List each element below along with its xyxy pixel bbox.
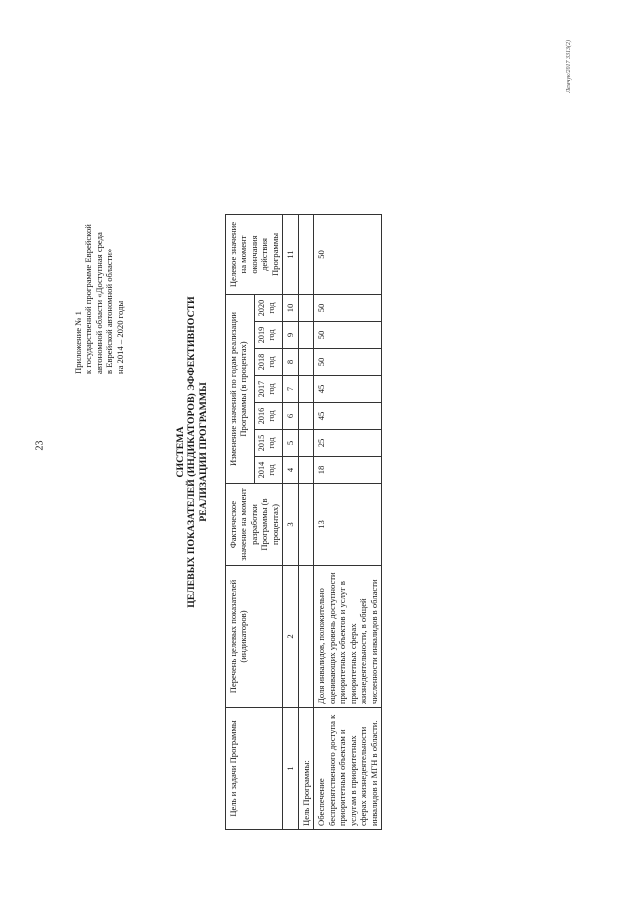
header-year: 2017 год [255,376,283,403]
title-line: ЦЕЛЕВЫХ ПОКАЗАТЕЛЕЙ (ИНДИКАТОРОВ) ЭФФЕКТИВНОСТИ [186,296,198,608]
appendix-line: в Еврейской автономной области» [104,248,115,374]
column-number: 7 [283,376,298,403]
indicator-cell: Доля инвалидов, положительно оценивающих уровень доступности приоритетных объектов и услуг в приоритетных сферах жизнедеятельности, в общей численности инвалидов в области [314,566,382,708]
year-value-cell: 45 [314,403,382,430]
header-year: 2018 год [255,349,283,376]
empty-cell [298,376,313,403]
title-line: РЕАЛИЗАЦИИ ПРОГРАММЫ [197,382,209,522]
header-yearly-changes: Изменение значений по годам реализации Программы (в процентах) [226,295,255,484]
empty-cell [298,566,313,708]
header-year: 2020 год [255,295,283,322]
footer-note: Лемчук/2017 3313(2) [565,40,572,93]
year-value-cell: 50 [314,349,382,376]
indicators-table [225,214,382,830]
header-target-value: Целевое значение на момент окончания действия Программы [226,215,283,295]
header-year: 2014 год [255,457,283,484]
goal-cell: Обеспечение беспрепятственного доступа к приоритетным объектам и услугам в приоритетных сферах жизнедеятельности инвалидов и МГН в области. [314,708,382,830]
year-value-cell: 50 [314,295,382,322]
target-value-cell: 50 [314,215,382,295]
document-title [175,22,209,882]
column-number: 1 [283,708,298,830]
empty-cell [298,430,313,457]
header-actual-value: Фактическое значение на момент разработки Программы (в процентах) [226,484,283,566]
column-number: 3 [283,484,298,566]
column-number: 5 [283,430,298,457]
empty-cell [298,322,313,349]
appendix-line: к государственной программе Еврейской [83,224,94,374]
header-year: 2016 год [255,403,283,430]
year-value-cell: 18 [314,457,382,484]
header-goal: Цель и задачи Программы [226,708,283,830]
actual-value-cell: 13 [314,484,382,566]
header-year: 2015 год [255,430,283,457]
empty-cell [298,484,313,566]
appendix-line: Приложение № 1 [73,311,83,374]
rotated-content [65,22,575,882]
empty-cell [298,349,313,376]
column-number: 6 [283,403,298,430]
column-number: 9 [283,322,298,349]
header-year: 2019 год [255,322,283,349]
appendix-block [73,44,125,374]
year-value-cell: 45 [314,376,382,403]
empty-cell [298,215,313,295]
section-row [298,215,313,830]
header-indicators: Перечень целевых показателей (индикаторов) [226,566,283,708]
page-number: 23 [34,440,46,451]
section-label: Цель Программы: [298,708,313,830]
year-value-cell: 50 [314,322,382,349]
column-number: 4 [283,457,298,484]
column-number: 11 [283,215,298,295]
year-value-cell: 25 [314,430,382,457]
title-line: СИСТЕМА [175,426,186,478]
empty-cell [298,403,313,430]
empty-cell [298,457,313,484]
column-number: 2 [283,566,298,708]
header-row [226,215,255,830]
appendix-line: на 2014 – 2020 годы [114,300,125,374]
appendix-line: автономной области «Доступная среда [93,232,104,374]
column-number-row [283,215,298,830]
column-number: 8 [283,349,298,376]
table-row [314,215,382,830]
column-number: 10 [283,295,298,322]
empty-cell [298,295,313,322]
